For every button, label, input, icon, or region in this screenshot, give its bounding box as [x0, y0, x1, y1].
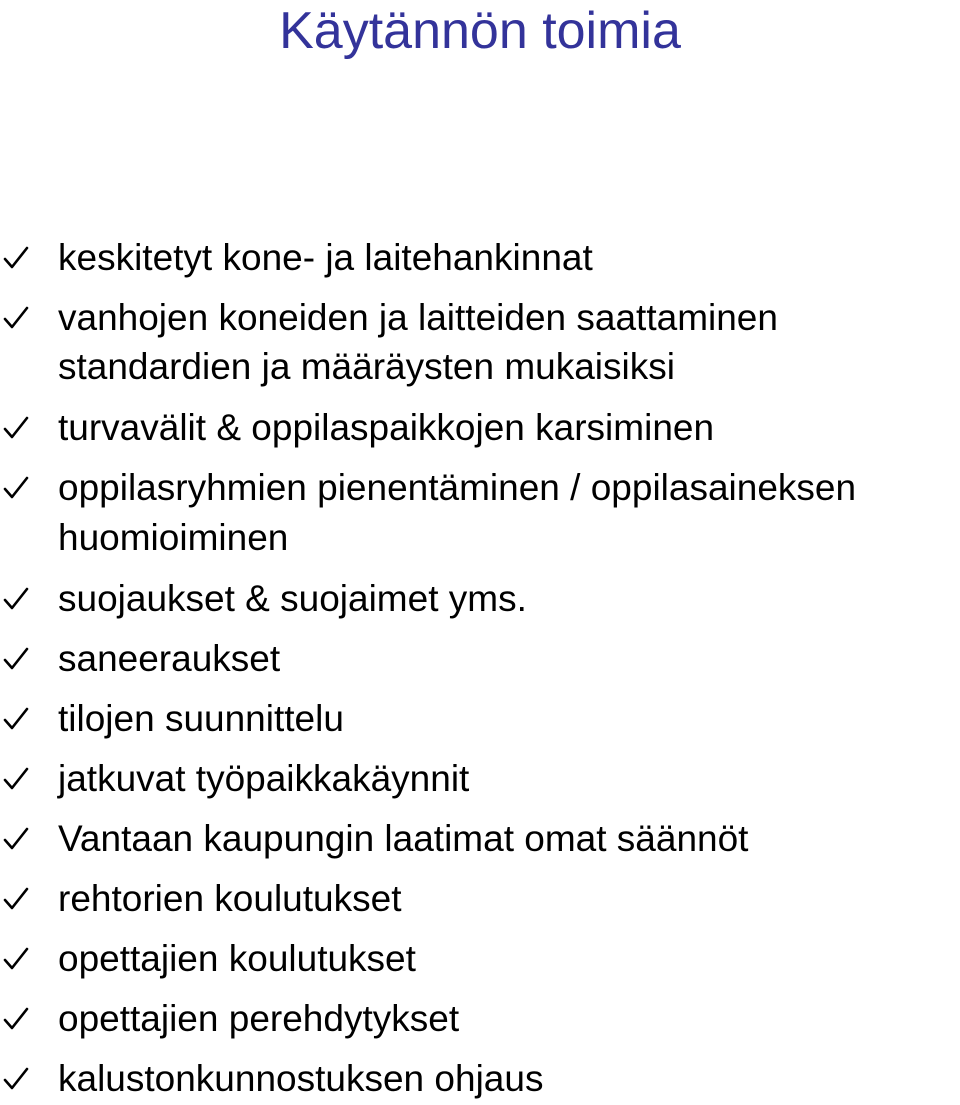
list-item-text-continued: huomioiminen — [58, 517, 289, 558]
checkmark-icon — [3, 1007, 29, 1031]
list-item-text: rehtorien koulutukset — [58, 878, 402, 919]
slide-title: Käytännön toimia — [279, 2, 681, 60]
list-item-text: tilojen suunnittelu — [58, 698, 344, 739]
list-item-text: kalustonkunnostuksen ohjaus — [58, 1058, 544, 1099]
list-item-text: opettajien perehdytykset — [58, 998, 460, 1039]
checkmark-icon — [3, 647, 29, 671]
checkmark-icon — [3, 827, 29, 851]
list-item-text: Vantaan kaupungin laatimat omat säännöt — [58, 818, 749, 859]
list-item-text-continued: standardien ja määräysten mukaisiksi — [58, 346, 675, 387]
checkmark-icon — [3, 416, 29, 440]
checkmark-icon — [3, 306, 29, 330]
checkmark-icon — [3, 887, 29, 911]
checkmark-icon — [3, 1067, 29, 1091]
checkmark-icon — [3, 947, 29, 971]
checkmark-icon — [3, 476, 29, 500]
list-item-text: jatkuvat työpaikkakäynnit — [58, 758, 470, 799]
list-item-text: saneeraukset — [58, 638, 281, 679]
checkmark-icon — [3, 587, 29, 611]
list-item-text: keskitetyt kone- ja laitehankinnat — [58, 237, 593, 278]
list-item-text: vanhojen koneiden ja laitteiden saattaminen — [58, 297, 778, 338]
list-item-text: opettajien koulutukset — [58, 938, 416, 979]
list-item-text: suojaukset & suojaimet yms. — [58, 578, 527, 619]
checkmark-icon — [3, 246, 29, 270]
checkmark-icon — [3, 767, 29, 791]
list-item-text: oppilasryhmien pienentäminen / oppilasaineksen — [58, 467, 857, 508]
list-item-text: turvavälit & oppilaspaikkojen karsiminen — [58, 407, 715, 448]
checkmark-icon — [3, 707, 29, 731]
